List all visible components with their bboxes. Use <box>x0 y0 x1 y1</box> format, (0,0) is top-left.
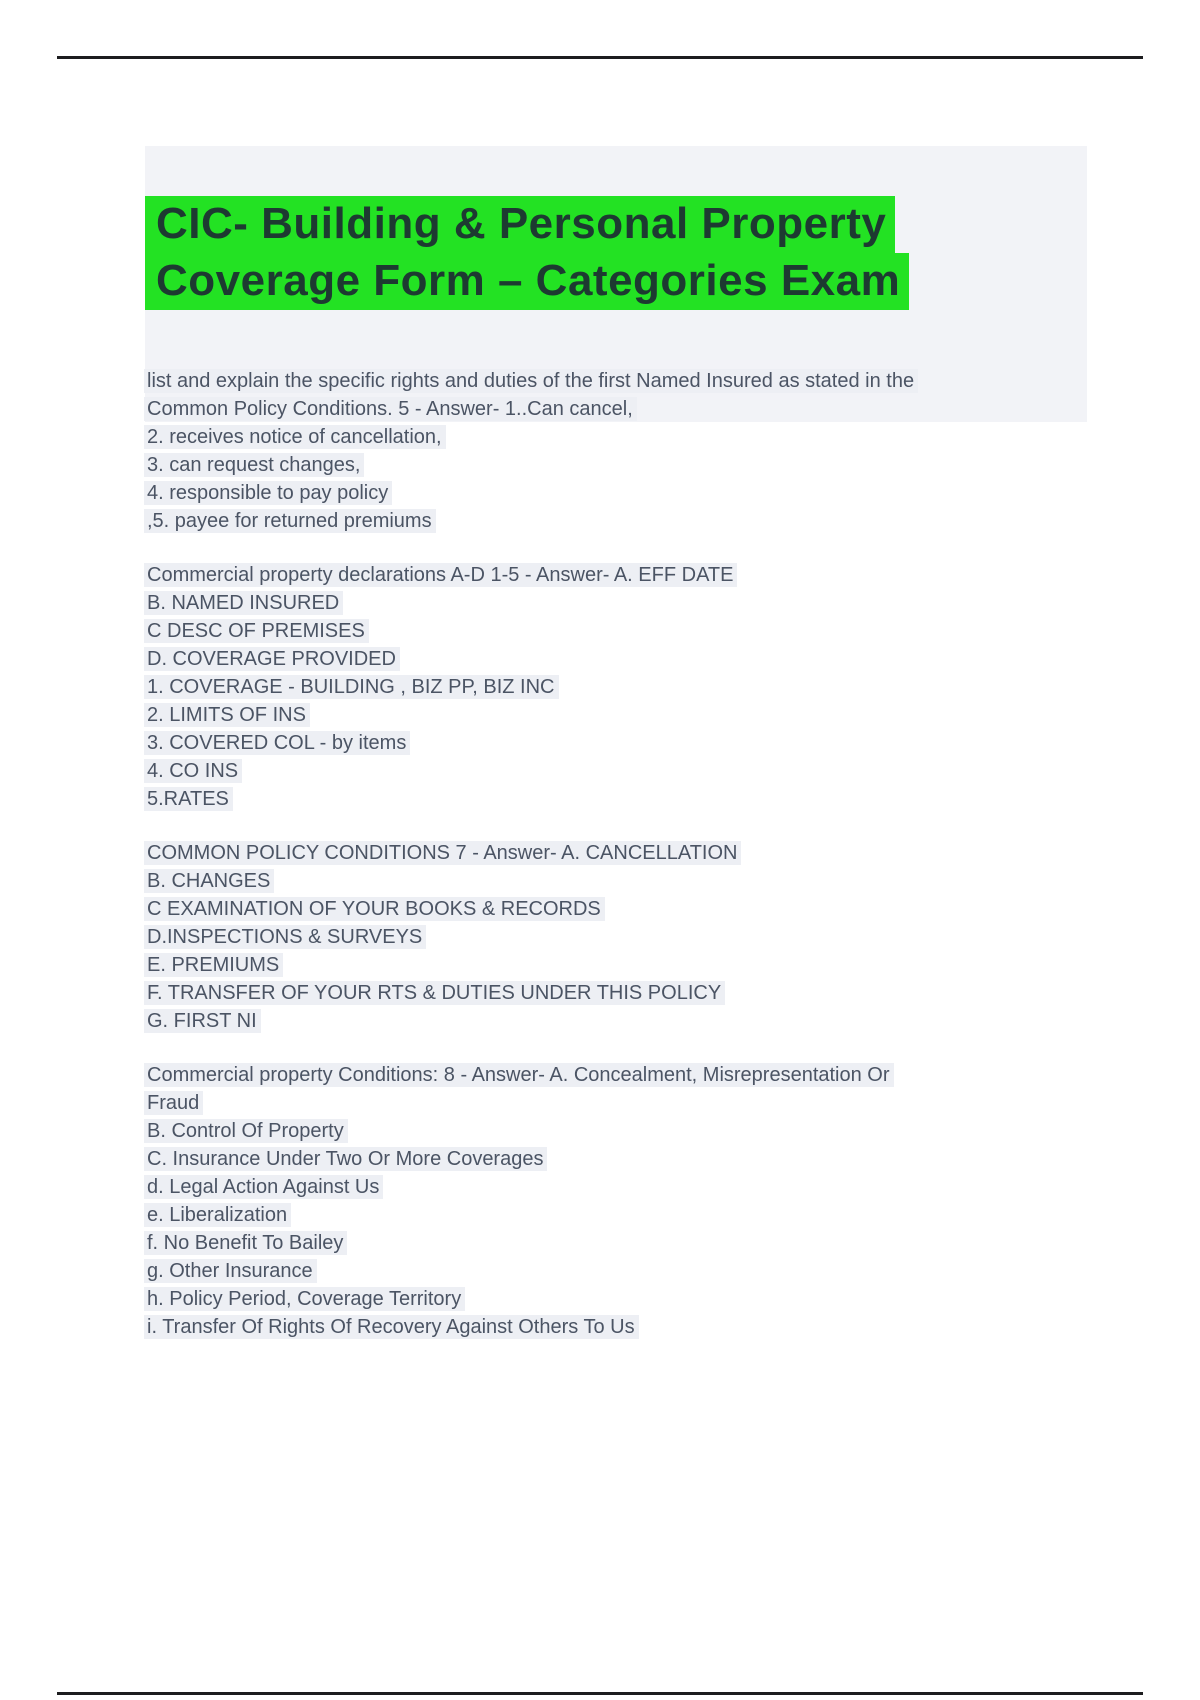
text-line-highlight: f. No Benefit To Bailey <box>144 1231 347 1255</box>
text-line <box>144 479 1104 507</box>
text-line-highlight: F. TRANSFER OF YOUR RTS & DUTIES UNDER THIS POLICY <box>144 981 725 1005</box>
title-line-2-wrap <box>145 253 909 310</box>
text-line <box>144 1117 1104 1145</box>
text-line <box>144 979 1104 1007</box>
text-line <box>144 423 1104 451</box>
text-line-highlight: E. PREMIUMS <box>144 953 283 977</box>
bottom-rule <box>57 1692 1143 1695</box>
text-line-highlight: B. NAMED INSURED <box>144 591 343 615</box>
text-line-highlight: D.INSPECTIONS & SURVEYS <box>144 925 426 949</box>
document-body <box>144 367 1104 1341</box>
paragraph <box>144 561 1104 813</box>
text-line-highlight: B. CHANGES <box>144 869 274 893</box>
text-line-highlight: ,5. payee for returned premiums <box>144 509 436 533</box>
top-rule <box>57 56 1143 59</box>
text-line <box>144 589 1104 617</box>
text-line <box>144 1061 1104 1089</box>
paragraph <box>144 1061 1104 1341</box>
text-line <box>144 617 1104 645</box>
text-line <box>144 673 1104 701</box>
text-line-highlight: d. Legal Action Against Us <box>144 1175 383 1199</box>
text-line-highlight: C DESC OF PREMISES <box>144 619 369 643</box>
text-line-highlight: list and explain the specific rights and duties of the first Named Insured as stated in the <box>144 369 918 393</box>
text-line <box>144 1201 1104 1229</box>
text-line <box>144 785 1104 813</box>
text-line <box>144 1257 1104 1285</box>
text-line <box>144 1285 1104 1313</box>
text-line-highlight: h. Policy Period, Coverage Territory <box>144 1287 465 1311</box>
text-line-highlight: COMMON POLICY CONDITIONS 7 - Answer- A. CANCELLATION <box>144 841 741 865</box>
text-line-highlight: G. FIRST NI <box>144 1009 261 1033</box>
text-line-highlight: 2. LIMITS OF INS <box>144 703 310 727</box>
text-line <box>144 507 1104 535</box>
text-line <box>144 1089 1104 1117</box>
text-line <box>144 839 1104 867</box>
title-line-1: CIC- Building & Personal Property <box>145 196 895 253</box>
text-line-highlight: Common Policy Conditions. 5 - Answer- 1..Can cancel, <box>144 397 637 421</box>
text-line <box>144 923 1104 951</box>
paragraph <box>144 839 1104 1035</box>
text-line <box>144 895 1104 923</box>
text-line <box>144 451 1104 479</box>
text-line-highlight: i. Transfer Of Rights Of Recovery Against Others To Us <box>144 1315 639 1339</box>
text-line <box>144 645 1104 673</box>
text-line-highlight: 5.RATES <box>144 787 233 811</box>
text-line <box>144 561 1104 589</box>
text-line <box>144 951 1104 979</box>
text-line-highlight: C EXAMINATION OF YOUR BOOKS & RECORDS <box>144 897 605 921</box>
text-line <box>144 1229 1104 1257</box>
text-line-highlight: Commercial property Conditions: 8 - Answer- A. Concealment, Misrepresentation Or <box>144 1063 894 1087</box>
text-line-highlight: g. Other Insurance <box>144 1259 317 1283</box>
text-line-highlight: C. Insurance Under Two Or More Coverages <box>144 1147 547 1171</box>
text-line <box>144 701 1104 729</box>
title-line-2: Coverage Form – Categories Exam <box>145 253 909 310</box>
text-line-highlight: 4. responsible to pay policy <box>144 481 392 505</box>
text-line-highlight: Commercial property declarations A-D 1-5 - Answer- A. EFF DATE <box>144 563 737 587</box>
page-title <box>145 196 909 310</box>
title-line-1-wrap <box>145 196 909 253</box>
text-line <box>144 757 1104 785</box>
text-line <box>144 729 1104 757</box>
text-line-highlight: e. Liberalization <box>144 1203 291 1227</box>
text-line-highlight: 4. CO INS <box>144 759 242 783</box>
text-line-highlight: 1. COVERAGE - BUILDING , BIZ PP, BIZ INC <box>144 675 559 699</box>
text-line-highlight: 2. receives notice of cancellation, <box>144 425 446 449</box>
text-line <box>144 1007 1104 1035</box>
text-line-highlight: B. Control Of Property <box>144 1119 348 1143</box>
text-line <box>144 1145 1104 1173</box>
text-line <box>144 1173 1104 1201</box>
paragraph <box>144 367 1104 535</box>
text-line <box>144 1313 1104 1341</box>
text-line-highlight: 3. can request changes, <box>144 453 364 477</box>
text-line <box>144 395 1104 423</box>
text-line-highlight: 3. COVERED COL - by items <box>144 731 410 755</box>
text-line <box>144 867 1104 895</box>
text-line <box>144 367 1104 395</box>
text-line-highlight: Fraud <box>144 1091 203 1115</box>
text-line-highlight: D. COVERAGE PROVIDED <box>144 647 400 671</box>
